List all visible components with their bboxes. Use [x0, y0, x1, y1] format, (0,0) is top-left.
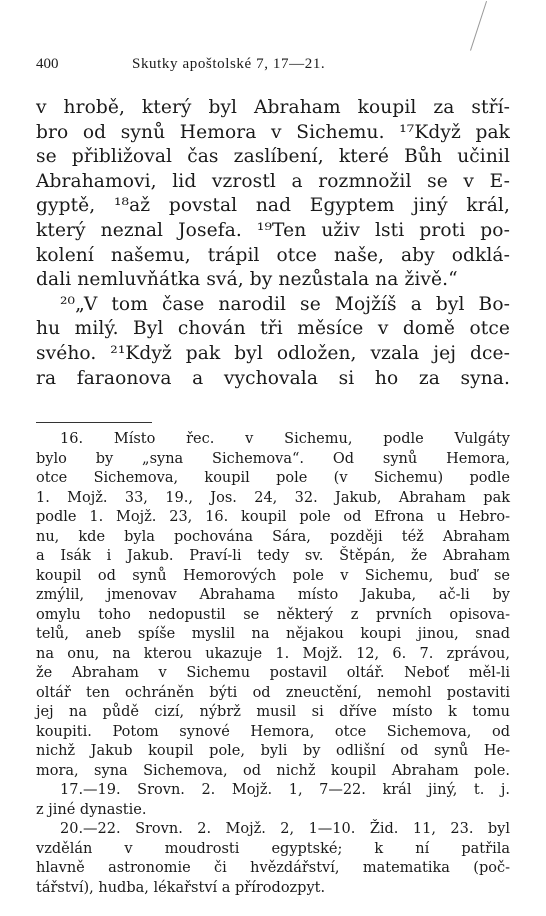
page-number: 400: [36, 56, 59, 72]
note-line: na onu, na kterou ukazuje 1. Mojž. 12, 6. 7. zprávou,: [36, 645, 510, 662]
text-line: kolení našemu, trápil otce naše, aby odklá-: [36, 244, 510, 266]
note-line: že Abraham v Sichemu postavil oltář. Neboť měl-li: [36, 665, 510, 681]
page-edge-mark: [470, 1, 488, 51]
text-line: hu milý. Byl chován tři měsíce v domě otce: [36, 318, 510, 340]
note-line: koupil od synů Hemorových pole v Sichemu, buď se: [36, 567, 510, 584]
text-line: se přibližoval čas zaslíbení, které Bůh učinil: [36, 146, 510, 168]
note-line: z jiné dynastie.: [36, 801, 147, 818]
note-line: zmýlil, jmenovav Abrahama místo Jakuba, ač-li by: [36, 587, 510, 603]
text-line: ²⁰„V tom čase narodil se Mojžíš a byl Bo-: [60, 293, 510, 315]
note-line: vzdělán v moudrosti egyptské; k ní patřila: [36, 840, 510, 857]
note-line: telů, aneb spíše myslil na nějakou koupi jinou, snad: [36, 626, 510, 642]
book-page: [36, 56, 510, 896]
text-line: v hrobě, který byl Abraham koupil za stří-: [36, 97, 510, 118]
note-line: a Isák i Jakub. Praví-li tedy sv. Štěpán, že Abraham: [36, 548, 510, 564]
text-line: Abrahamovi, lid vzrostl a rozmnožil se v E-: [36, 170, 510, 192]
note-line: bylo by „syna Sichemova“. Od synů Hemora,: [36, 450, 510, 467]
note-line: oltář ten ochráněn býti od zneuctění, nemohl postaviti: [36, 684, 510, 701]
note-line: nu, kde byla pochována Sára, později též Abraham: [36, 528, 510, 545]
note-line: omylu toho nedopustil se některý z prvních opisova-: [36, 606, 510, 623]
note-line: nichž Jakub koupil pole, byli by odlišní od synů He-: [36, 743, 510, 759]
text-line: dali nemluvňátka svá, by nezůstala na živě.“: [36, 269, 458, 291]
note-line: 16. Místo řec. v Sichemu, podle Vulgáty: [60, 431, 510, 447]
footnotes: [36, 430, 510, 898]
note-line: mora, syna Sichemova, od nichž koupil Abraham pole.: [36, 762, 510, 779]
page-header: [36, 56, 510, 80]
text-line: který neznal Josefa. ¹⁹Ten uživ lsti proti po-: [36, 219, 510, 241]
note-line: jej na půdě cizí, nýbrž musil si dříve místo k tomu: [36, 704, 510, 720]
text-line: svého. ²¹Když pak byl odložen, vzala jej dce-: [36, 342, 510, 364]
note-line: podle 1. Mojž. 23, 16. koupil pole od Efrona u Hebro-: [36, 509, 510, 525]
text-line: gyptě, ¹⁸až povstal nad Egyptem jiný král,: [36, 195, 510, 217]
note-line: hlavně astronomie či hvězdářství, matematika (poč-: [36, 860, 510, 876]
note-line: 17.—19. Srovn. 2. Mojž. 1, 7—22. král jiný, t. j.: [60, 782, 510, 798]
note-line: 1. Mojž. 33, 19., Jos. 24, 32. Jakub, Abraham pak: [36, 489, 510, 506]
main-text: [36, 96, 510, 391]
running-head: Skutky apoštolské 7, 17—21.: [132, 56, 326, 72]
note-line: 20.—22. Srovn. 2. Mojž. 2, 1—10. Žid. 11, 23. byl: [60, 821, 510, 837]
note-line: tářství), hudba, lékařství a přírodozpyt.: [36, 879, 326, 896]
text-line: bro od synů Hemora v Sichemu. ¹⁷Když pak: [36, 121, 510, 143]
notes-divider: [36, 422, 152, 423]
note-line: otce Sichemova, koupil pole (v Sichemu) podle: [36, 470, 510, 486]
note-line: koupiti. Potom synové Hemora, otce Sichemova, od: [36, 723, 510, 740]
text-line: ra faraonova a vychovala si ho za syna.: [36, 367, 510, 389]
